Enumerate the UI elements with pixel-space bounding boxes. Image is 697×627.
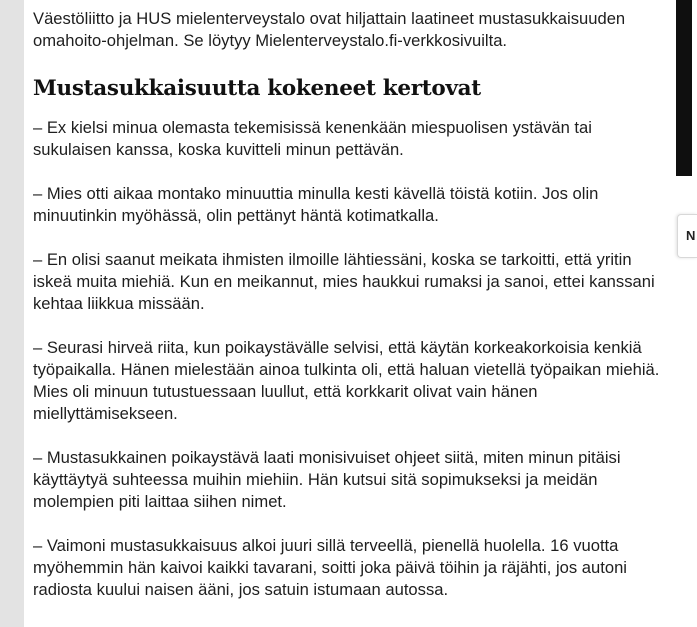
testimonial-paragraph-1: – Ex kielsi minua olemasta tekemisissä kenenkään miespuolisen ystävän tai sukulaisen kanssa, koska kuvitteli minun pettävän. [33, 118, 592, 159]
side-tab-label: N [686, 228, 696, 243]
testimonial-paragraph-4: – Seurasi hirveä riita, kun poikaystävälle selvisi, että käytän korkeakorkoisia kenkiä työpaikalla. Hänen mielestään ainoa tulkinta oli, että haluan vietellä työpaikan miehiä. Mies oli minuun tutustuessaan luullut, että korkkarit olivat vain hänen miellyttämisekseen. [33, 338, 660, 423]
side-tab-button[interactable] [677, 214, 697, 258]
article-content [33, 8, 661, 623]
section-heading: Mustasukkaisuutta kokeneet kertovat [33, 76, 481, 101]
testimonial-paragraph-3: – En olisi saanut meikata ihmisten ilmoille lähtiessäni, koska se tarkoitti, että yritin iskeä muita miehiä. Kun en meikannut, mies haukkui rumaksi ja sanoi, ettei kanssani kehtaa liikkua missään. [33, 250, 655, 313]
testimonial-paragraph-5: – Mustasukkainen poikaystävä laati monisivuiset ohjeet siitä, miten minun pitäisi käyttäytyä suhteessa muihin miehiin. Hän kutsui sitä sopimukseksi ja meidän molempien piti laittaa siihen nimet. [33, 448, 621, 511]
testimonial-paragraph-2: – Mies otti aikaa montako minuuttia minulla kesti kävellä töistä kotiin. Jos olin minuutinkin myöhässä, olin pettänyt häntä kotimatkalla. [33, 184, 599, 225]
side-ad-banner[interactable] [676, 0, 692, 176]
testimonial-paragraph-6: – Vaimoni mustasukkaisuus alkoi juuri sillä terveellä, pienellä huolella. 16 vuotta myöhemmin hän kaivoi kaikki tavarani, soitti joka päivä töihin ja räjähti, jos autoni radiosta kuului naisen ääni, jos satuin istumaan autossa. [33, 536, 627, 599]
article-body [24, 0, 668, 627]
left-page-gutter [0, 0, 24, 627]
intro-paragraph: Väestöliitto ja HUS mielenterveystalo ovat hiljattain laatineet mustasukkaisuuden omahoito-ohjelman. Se löytyy Mielenterveystalo.fi-verkkosivuilta. [33, 9, 626, 50]
